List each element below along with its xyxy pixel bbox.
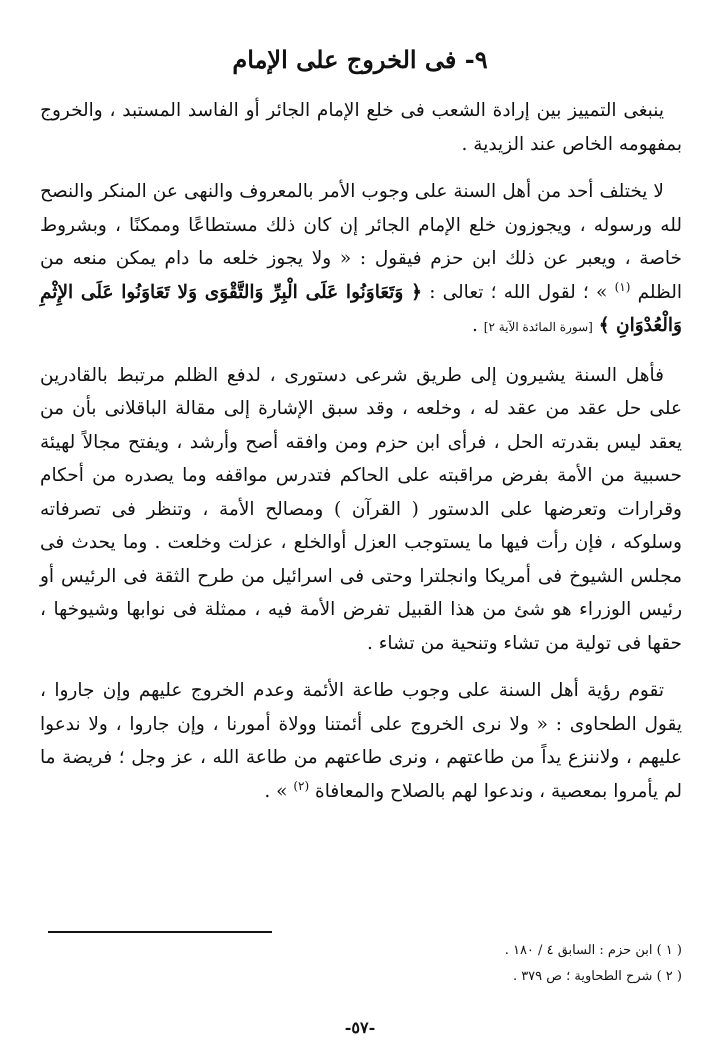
quran-reference: [سورة المائدة الآية ٢] bbox=[483, 320, 593, 334]
body-text bbox=[40, 94, 682, 822]
paragraph-4 bbox=[40, 674, 682, 808]
footnote-1: ( ١ ) ابن حزم : السابق ٤ / ١٨٠ . bbox=[504, 943, 682, 958]
paragraph-4-text: تقوم رؤية أهل السنة على وجوب طاعة الأئمة وعدم الخروج عليهم وإن جاروا ، يقول الطحاوى : « ولا نرى الخروج على أئمتنا وولاة أمورنا ، وإن جاروا ، ولا ندعوا عليهم ، ولاننزع يداً من طاعتهم ، ونرى طاعتهم من طاعة الله ، عز وجل ؛ فريضة ما لم يأمروا بمعصية ، وندعوا لهم بالصلاح والمعافاة bbox=[40, 680, 682, 802]
paragraph-2 bbox=[40, 175, 682, 345]
section-title: ٩- فى الخروج على الإمام bbox=[232, 45, 488, 74]
page-number: -٥٧- bbox=[344, 1018, 376, 1037]
paragraph-4-end: » . bbox=[264, 780, 288, 802]
footnote-ref-2: (٢) bbox=[293, 778, 310, 793]
footnotes bbox=[382, 938, 682, 990]
quran-verse: ﴿ وَتَعَاوَنُوا عَلَى الْبِرِّ وَالتَّقْوَى وَلا تَعَاوَنُوا عَلَى الإِثْمِ وَالْعُدْوَانِ ﴾ bbox=[40, 281, 682, 336]
paragraph-2-end: . bbox=[471, 315, 478, 336]
paragraph-2-text-mid: » ؛ لقول الله ؛ تعالى : bbox=[429, 281, 608, 303]
paragraph-2-text: لا يختلف أحد من أهل السنة على وجوب الأمر بالمعروف والنهى عن المنكر والنصح لله ورسوله ، ويجوزون خلع الإمام الجائر إن كان ذلك مستطاعًا وممكنًا ، وبشروط خاصة ، ويعبر عن ذلك ابن حزم فيقول : « ولا يجوز خلعه ما دام يمكن منعه من الظلم bbox=[40, 181, 682, 303]
footnote-ref-1: (١) bbox=[614, 279, 631, 294]
paragraph-3: فأهل السنة يشيرون إلى طريق شرعى دستورى ، لدفع الظلم مرتبط بالقادرين على حل عقد من عقد له ، وخلعه ، وقد سبق الإشارة إلى مقالة الباقلانى بأن من يعقد ليس بقدرته الحل ، فرأى ابن حزم ومن وافقه أصح وأرشد ، ويفتح مجالاً لهيئة حسبية من الأمة بفرض مراقبته على الحاكم فتدرس مواقفه وما يصدره من أحكام وقرارات وتعرضها على الدستور ( القرآن ) ومصالح الأمة ، وتنظر فى تصرفاته وسلوكه ، فإن رأت فيها ما يستوجب العزل أوالخلع ، عزلت وخلعت . وما يحدث فى مجلس الشيوخ فى أمريكا وانجلترا وحتى فى اسرائيل من طرح الثقة فى الرئيس أو رئيس الوزراء هو شئ من هذا القبيل تفرض الأمة فيه ، ممثلة فى نوابها وشيوخها ، حقها فى تولية من تشاء وتنحية من تشاء . bbox=[40, 364, 682, 654]
footnote-2: ( ٢ ) شرح الطحاوية ؛ ص ٣٧٩ . bbox=[512, 969, 682, 984]
footnote-divider bbox=[48, 931, 272, 933]
paragraph-1: ينبغى التمييز بين إرادة الشعب فى خلع الإمام الجائر أو الفاسد المستبد ، والخروج بمفهومه الخاص عند الزيدية . bbox=[40, 100, 682, 155]
